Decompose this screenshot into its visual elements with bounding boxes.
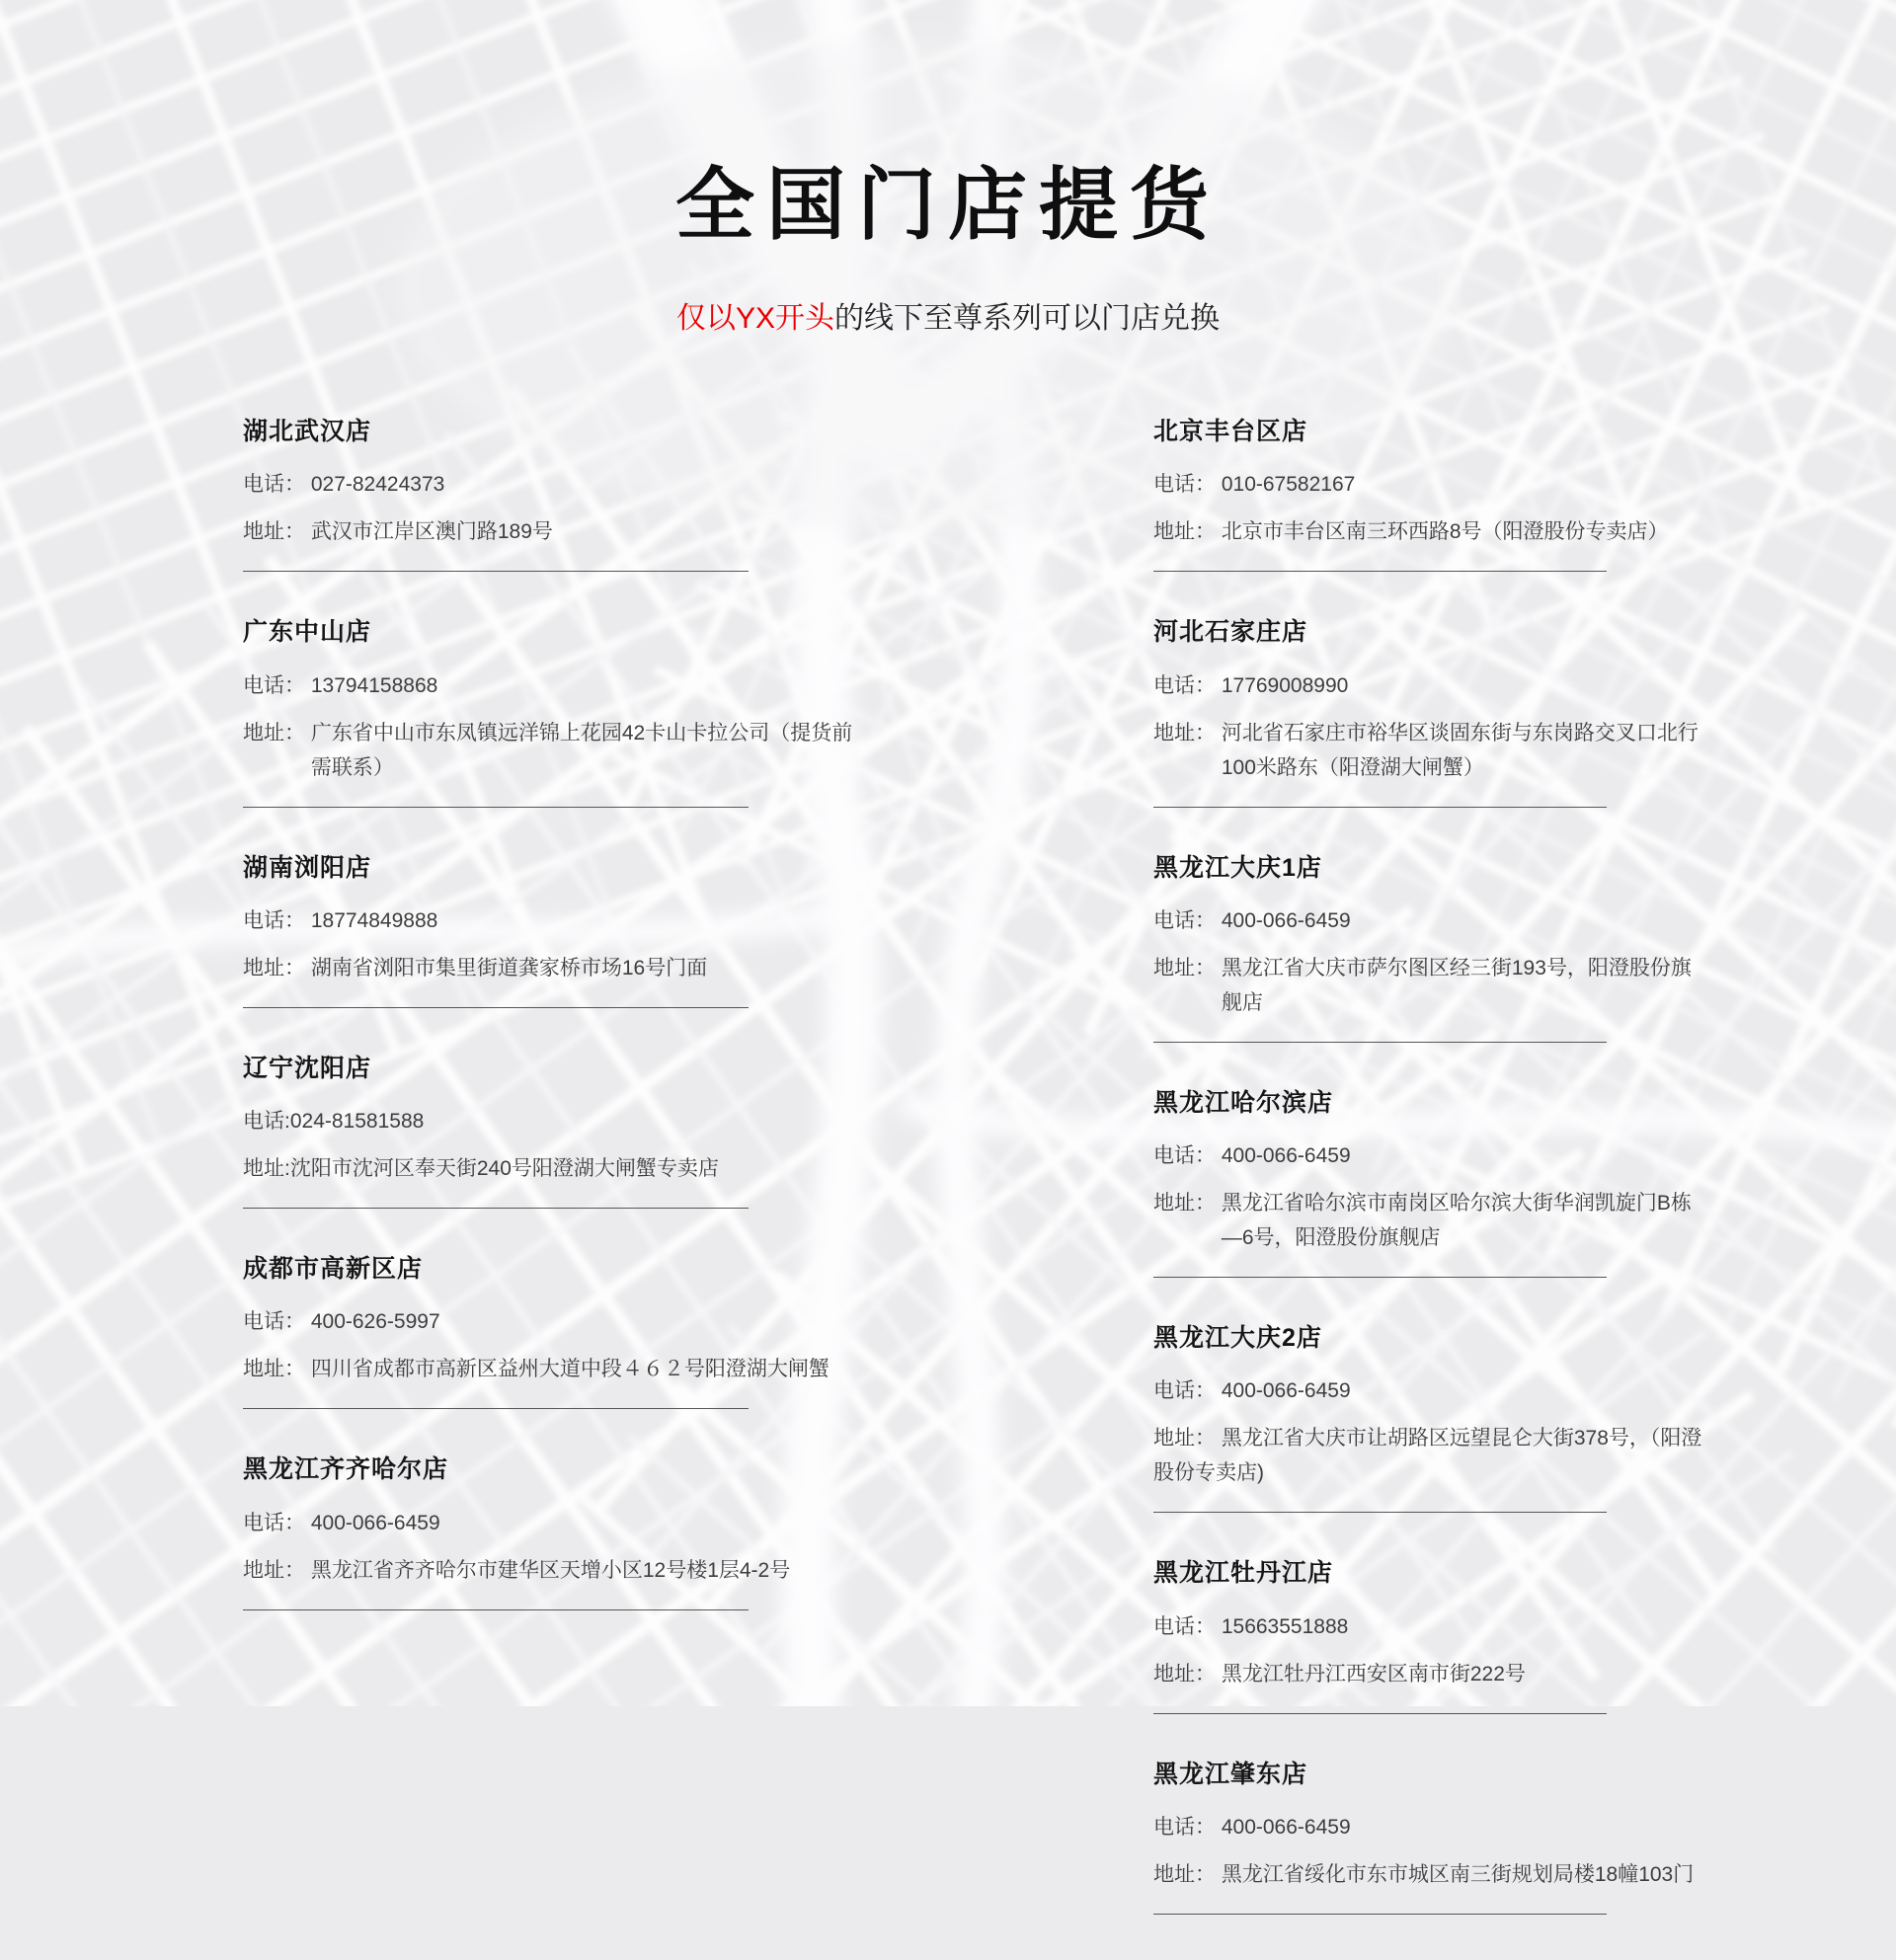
store-phone [243, 1104, 749, 1138]
store-card [1153, 1760, 1695, 1915]
address-label: 地址： [1153, 956, 1222, 980]
address-label: 地址： [1153, 1662, 1222, 1686]
phone-label: 电话： [1153, 1815, 1222, 1839]
address-line: 四川省成都市高新区益州大道中段４６２号阳澄湖大闸蟹 [310, 1358, 830, 1381]
address-lines [1222, 1657, 1526, 1691]
store-address [1153, 951, 1692, 1020]
store-address [243, 951, 749, 985]
address-line: 北京市丰台区南三环西路8号（阳澄股份专卖店） [1221, 520, 1669, 544]
divider [243, 571, 749, 572]
address-line: 黑龙江省哈尔滨市南岗区哈尔滨大街华润凯旋门B栋 [1221, 1192, 1692, 1215]
divider [1153, 1512, 1607, 1513]
store-card [1153, 417, 1669, 572]
phone-value: 17769008990 [1221, 673, 1349, 697]
phone-label: 电话： [1153, 1144, 1222, 1167]
store-column-left [243, 417, 853, 1656]
divider [243, 1609, 749, 1610]
phone-value: 13794158868 [310, 673, 438, 697]
store-name: 湖北武汉店 [243, 418, 372, 445]
divider [1153, 1277, 1607, 1278]
divider [243, 1007, 749, 1008]
store-phone [1153, 467, 1614, 502]
phone-value: 400-066-6459 [310, 1511, 440, 1534]
phone-label: 电话： [243, 1511, 311, 1534]
store-address [1153, 514, 1669, 549]
address-lines [311, 1352, 830, 1386]
store-phone [1153, 668, 1614, 703]
store-name: 黑龙江肇东店 [1153, 1760, 1308, 1788]
store-phone [1153, 1373, 1614, 1408]
phone-label: 电话： [243, 908, 311, 932]
address-lines [311, 716, 852, 785]
divider [243, 807, 749, 808]
store-name: 黑龙江齐齐哈尔店 [243, 1455, 449, 1484]
address-label: 地址： [243, 520, 311, 544]
store-phone [1153, 1609, 1614, 1644]
phone-label: 电话： [1153, 1614, 1222, 1638]
store-phone [1153, 1138, 1614, 1173]
phone-value: 400-066-6459 [1221, 908, 1351, 932]
store-card [243, 417, 749, 572]
store-name: 广东中山店 [243, 618, 372, 647]
store-address [1153, 1186, 1692, 1255]
store-name: 黑龙江牡丹江店 [1153, 1559, 1334, 1588]
store-card [1153, 1558, 1614, 1713]
address-label: 地址: [243, 1157, 290, 1180]
store-name: 黑龙江大庆2店 [1153, 1324, 1322, 1352]
store-address [243, 1151, 749, 1186]
store-phone [243, 668, 749, 703]
store-name: 湖南浏阳店 [243, 853, 372, 882]
divider [1153, 571, 1607, 572]
address-lines [311, 1553, 790, 1588]
store-card [1153, 1323, 1702, 1513]
address-lines [1222, 1857, 1694, 1892]
page-subtitle [0, 298, 1896, 340]
address-lines [290, 1151, 719, 1186]
store-address [243, 716, 853, 785]
divider [1153, 1713, 1607, 1714]
store-address [1153, 1657, 1614, 1691]
store-card [243, 1454, 791, 1609]
store-card [1153, 1088, 1692, 1278]
address-label: 地址： [243, 1558, 311, 1582]
phone-value: 027-82424373 [310, 473, 445, 497]
store-card [243, 1254, 830, 1409]
phone-value: 400-066-6459 [1221, 1379, 1351, 1403]
address-line: 广东省中山市东凤镇远洋锦上花园42卡山卡拉公司（提货前 [310, 721, 853, 745]
address-lines [1222, 1186, 1692, 1255]
address-line: 沈阳市沈河区奉天街240号阳澄湖大闸蟹专卖店 [289, 1157, 719, 1180]
store-name: 北京丰台区店 [1153, 418, 1308, 445]
address-lines [1222, 514, 1669, 549]
address-line: 舰店 [1221, 990, 1263, 1014]
store-phone [1153, 1810, 1614, 1844]
phone-label: 电话： [1153, 673, 1222, 697]
address-line: —6号，阳澄股份旗舰店 [1221, 1226, 1441, 1249]
phone-value: 400-066-6459 [1221, 1815, 1351, 1839]
store-address [1153, 1421, 1702, 1490]
address-lines [1222, 716, 1698, 785]
store-card [243, 1054, 749, 1209]
store-phone [243, 1304, 749, 1339]
phone-label: 电话： [243, 673, 311, 697]
address-line: 地址： 黑龙江省大庆市让胡路区远望昆仑大街378号，（阳澄 [1153, 1427, 1702, 1450]
phone-label: 电话： [243, 473, 311, 497]
address-line: 100米路东（阳澄湖大闸蟹） [1221, 755, 1484, 779]
store-name: 辽宁沈阳店 [243, 1054, 372, 1082]
phone-label: 电话: [243, 1110, 290, 1133]
address-label: 地址： [243, 721, 311, 745]
store-name: 成都市高新区店 [243, 1255, 424, 1283]
divider [1153, 1914, 1607, 1915]
subtitle-rest: 的线下至尊系列可以门店兑换 [834, 302, 1221, 335]
address-label: 地址： [243, 956, 311, 980]
store-address [243, 1553, 791, 1588]
address-line: 黑龙江省齐齐哈尔市建华区天增小区12号楼1层4-2号 [310, 1558, 791, 1582]
phone-label: 电话： [243, 1310, 311, 1334]
address-lines [1222, 951, 1692, 1020]
phone-value: 010-67582167 [1221, 473, 1356, 497]
store-name: 黑龙江哈尔滨店 [1153, 1088, 1334, 1117]
store-card [1153, 853, 1692, 1043]
phone-label: 电话： [1153, 1379, 1222, 1403]
address-lines [311, 951, 707, 985]
phone-value: 15663551888 [1221, 1614, 1349, 1638]
store-phone [243, 1506, 749, 1540]
divider [1153, 807, 1607, 808]
address-line: 河北省石家庄市裕华区谈固东街与东岗路交叉口北行 [1221, 721, 1698, 745]
address-label: 地址： [243, 1358, 311, 1381]
store-phone [1153, 903, 1614, 938]
store-columns [0, 417, 1896, 1960]
phone-label: 电话： [1153, 473, 1222, 497]
divider [243, 1208, 749, 1209]
address-line: 股份专卖店) [1153, 1461, 1264, 1485]
phone-label: 电话： [1153, 908, 1222, 932]
address-line: 需联系） [310, 755, 394, 779]
store-card [243, 617, 853, 807]
address-line: 黑龙江省大庆市萨尔图区经三街193号，阳澄股份旗 [1221, 956, 1692, 980]
store-card [1153, 617, 1698, 807]
store-name: 河北石家庄店 [1153, 618, 1308, 647]
store-address [1153, 716, 1698, 785]
phone-value: 400-066-6459 [1221, 1144, 1351, 1167]
address-label: 地址： [1153, 1862, 1222, 1886]
address-label: 地址： [1153, 520, 1222, 544]
address-line: 武汉市江岸区澳门路189号 [310, 520, 553, 544]
store-phone [243, 903, 749, 938]
store-address [243, 514, 749, 549]
address-line: 黑龙江省绥化市东市城区南三街规划局楼18幢103门 [1221, 1862, 1695, 1886]
divider [1153, 1042, 1607, 1043]
address-lines [311, 514, 553, 549]
subtitle-highlight: 仅以YX开头 [675, 302, 835, 335]
store-address [243, 1352, 830, 1386]
address-label: 地址： [1153, 721, 1222, 745]
store-card [243, 853, 749, 1008]
store-name: 黑龙江大庆1店 [1153, 853, 1322, 882]
divider [243, 1408, 749, 1409]
store-address [1153, 1857, 1695, 1892]
phone-value: 024-81581588 [289, 1110, 425, 1133]
address-label: 地址： [1153, 1192, 1222, 1215]
phone-value: 400-626-5997 [310, 1310, 440, 1334]
page-title: 全国门店提货 [675, 161, 1221, 249]
phone-value: 18774849888 [310, 908, 438, 932]
store-column-right [1153, 417, 1702, 1960]
address-line: 黑龙江牡丹江西安区南市街222号 [1221, 1662, 1526, 1686]
address-line: 湖南省浏阳市集里街道龚家桥市场16号门面 [310, 956, 708, 980]
store-phone [243, 467, 749, 502]
